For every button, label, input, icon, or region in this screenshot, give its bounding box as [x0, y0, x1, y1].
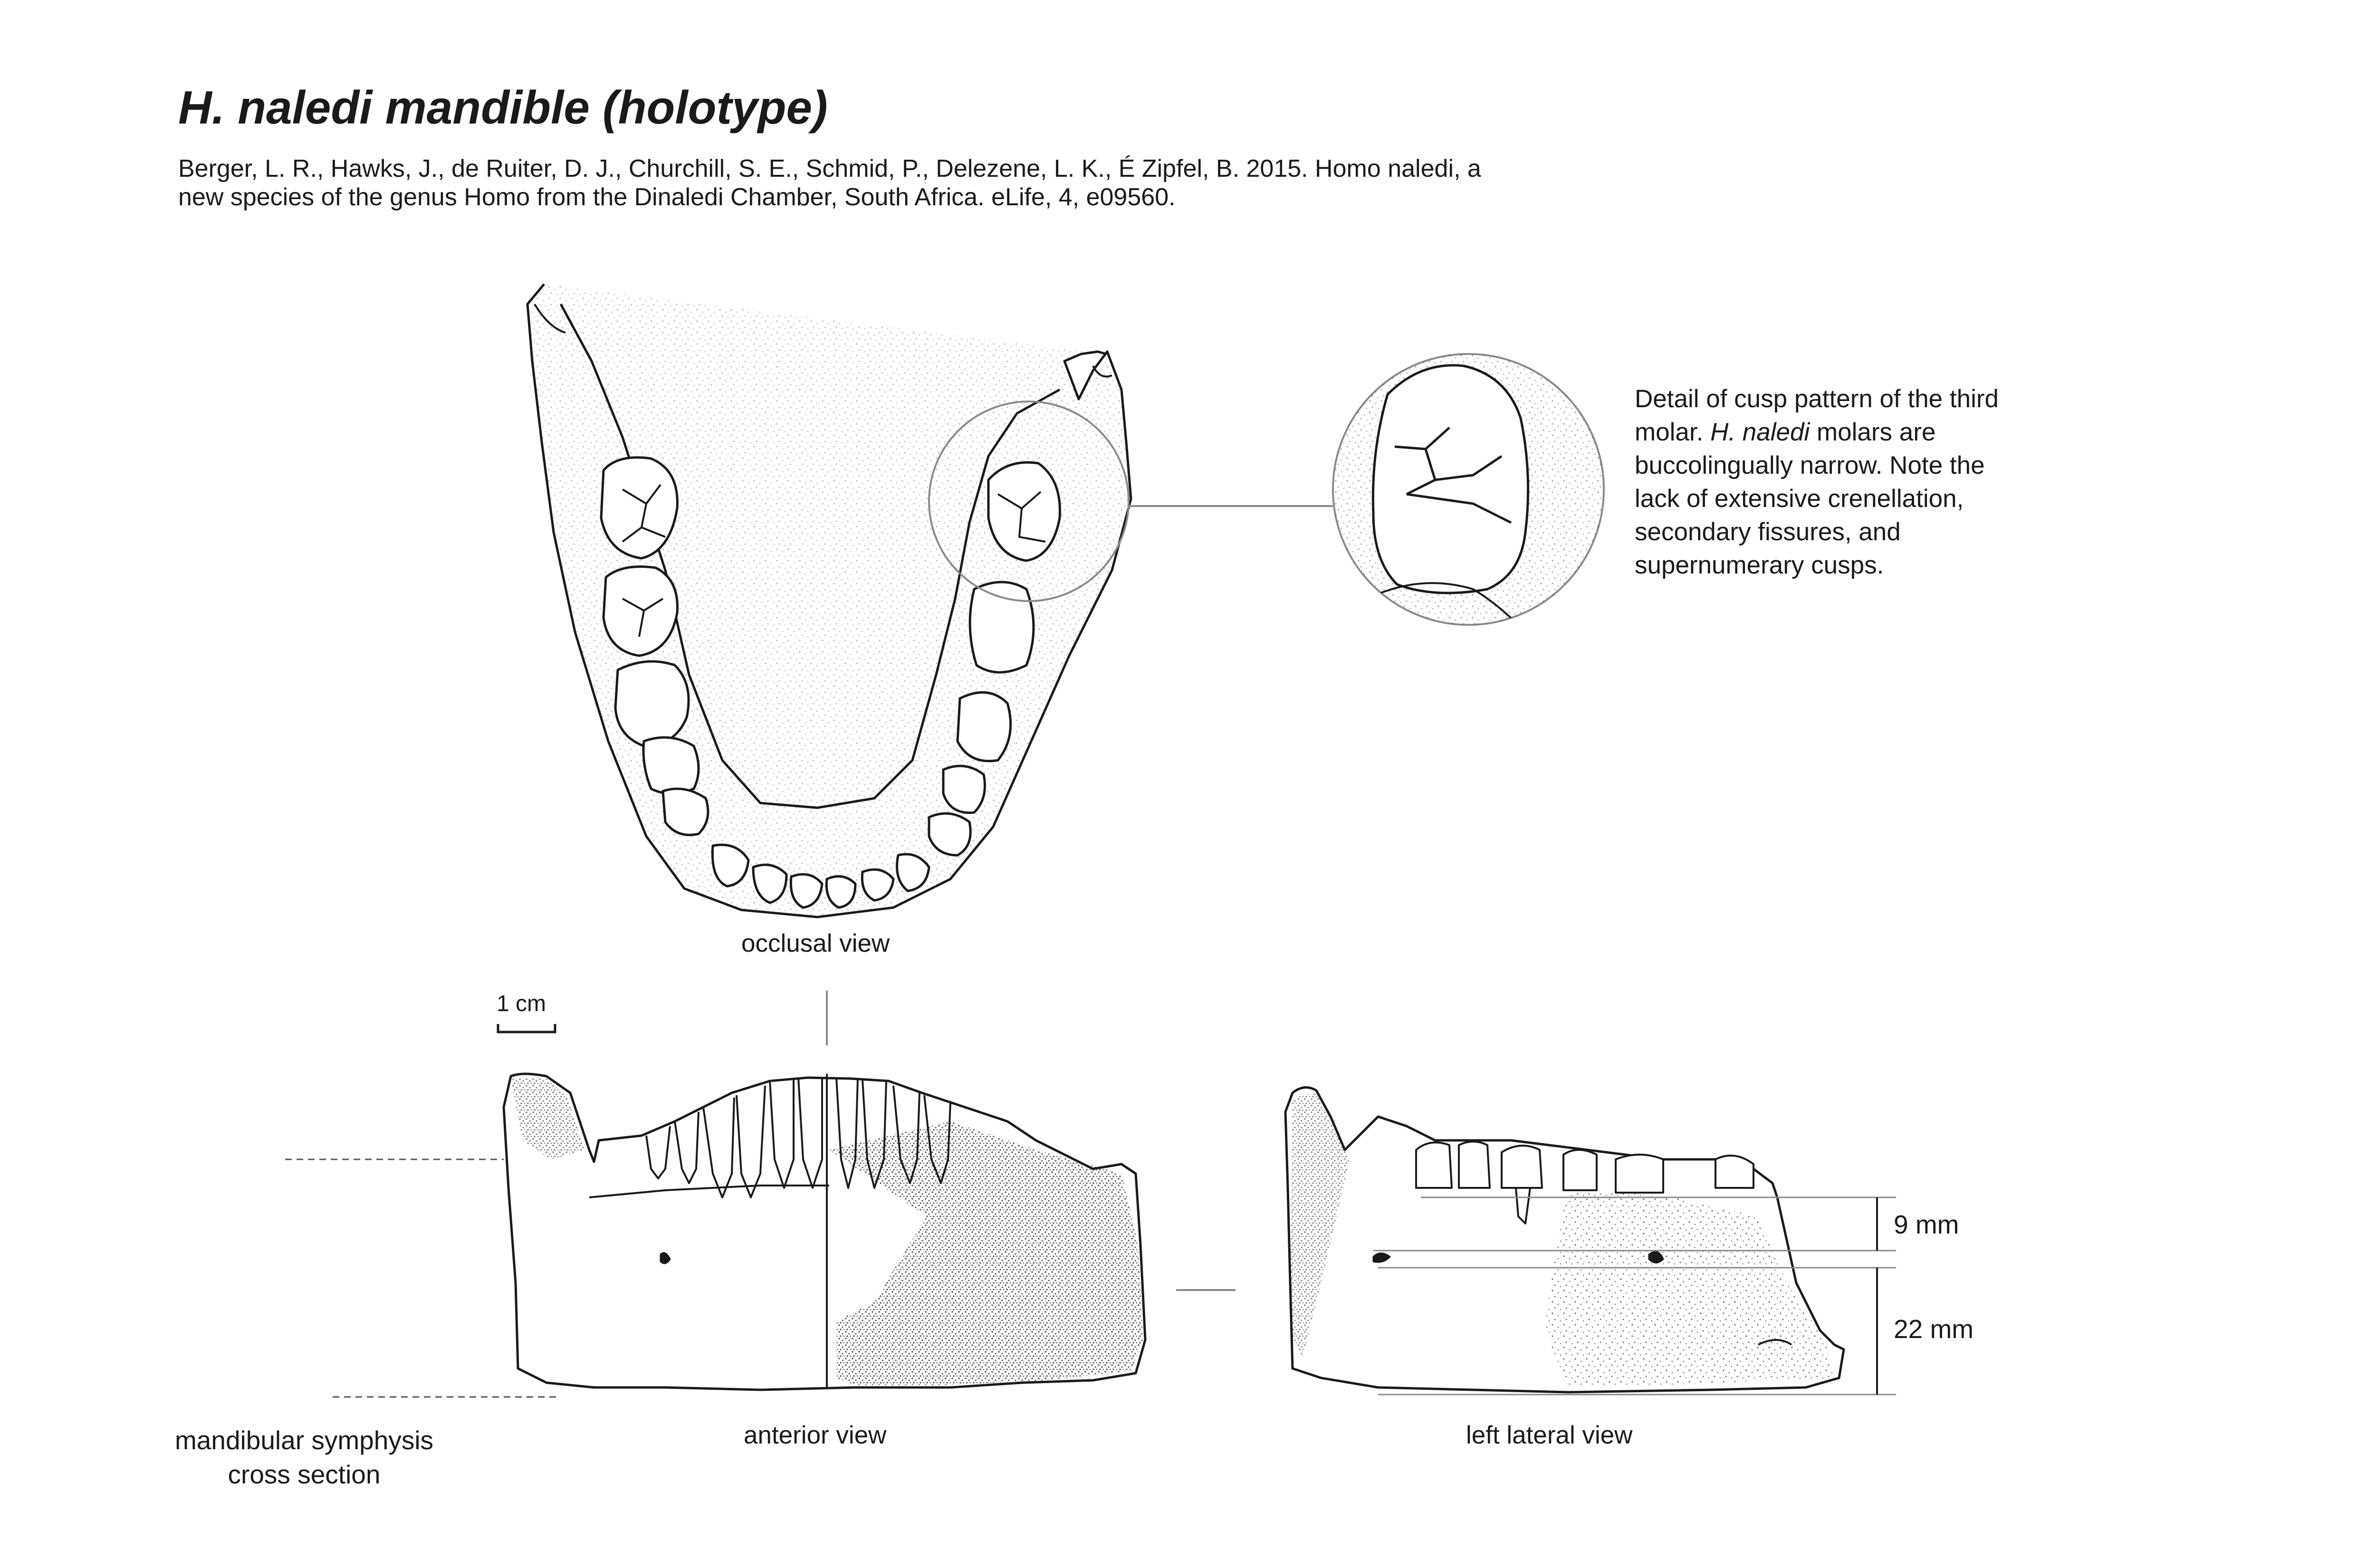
measurement-9mm: 9 mm	[1894, 1210, 1959, 1239]
right-molar-2	[970, 582, 1034, 672]
right-molar-3	[988, 462, 1060, 561]
symphysis-label	[162, 1423, 447, 1492]
left-premolar-2	[643, 737, 699, 794]
anterior-view-drawing	[504, 1074, 1145, 1390]
detail-line-1: Detail of cusp pattern of the third	[1635, 385, 1999, 413]
m3-detail-drawing	[1331, 352, 1606, 627]
symphysis-label-line-1: mandibular symphysis	[174, 1425, 434, 1455]
left-premolar-1	[663, 789, 708, 835]
scale-label: 1 cm	[497, 991, 546, 1016]
detail-line-6: supernumerary cusps.	[1635, 551, 1884, 579]
detail-line-2-pre: molar.	[1635, 418, 1711, 446]
lateral-view-drawing	[1285, 1088, 1844, 1392]
detail-line-4: lack of extensive crenellation,	[1635, 485, 1964, 513]
right-molar-1	[958, 692, 1011, 761]
figure-title: H. naledi mandible (holotype)	[178, 81, 828, 134]
detail-line-3: buccolingually narrow. Note the	[1635, 451, 1985, 479]
detail-line-2-post: molars are	[1810, 418, 1936, 446]
lateral-view-label: left lateral view	[1466, 1421, 1633, 1449]
measurement-22mm: 22 mm	[1894, 1314, 1974, 1344]
occlusal-view-label: occlusal view	[741, 929, 890, 957]
citation-line-1: Berger, L. R., Hawks, J., de Ruiter, D. J., Churchill, S. E., Schmid, P., Delezene, L. K., É Zipfel, B. 2015. Homo naledi, a	[178, 155, 1481, 182]
detail-species-name: H. naledi	[1710, 418, 1810, 446]
symphysis-label-line-2: cross section	[228, 1460, 381, 1489]
detail-line-5: secondary fissures, and	[1635, 518, 1901, 546]
citation-line-2: new species of the genus Homo from the Dinaledi Chamber, South Africa. eLife, 4, e09560.	[178, 183, 1176, 211]
scale-bar	[498, 1024, 555, 1032]
left-molar-1	[615, 661, 689, 746]
anterior-view-label: anterior view	[744, 1421, 887, 1449]
right-premolar-2	[943, 766, 985, 813]
